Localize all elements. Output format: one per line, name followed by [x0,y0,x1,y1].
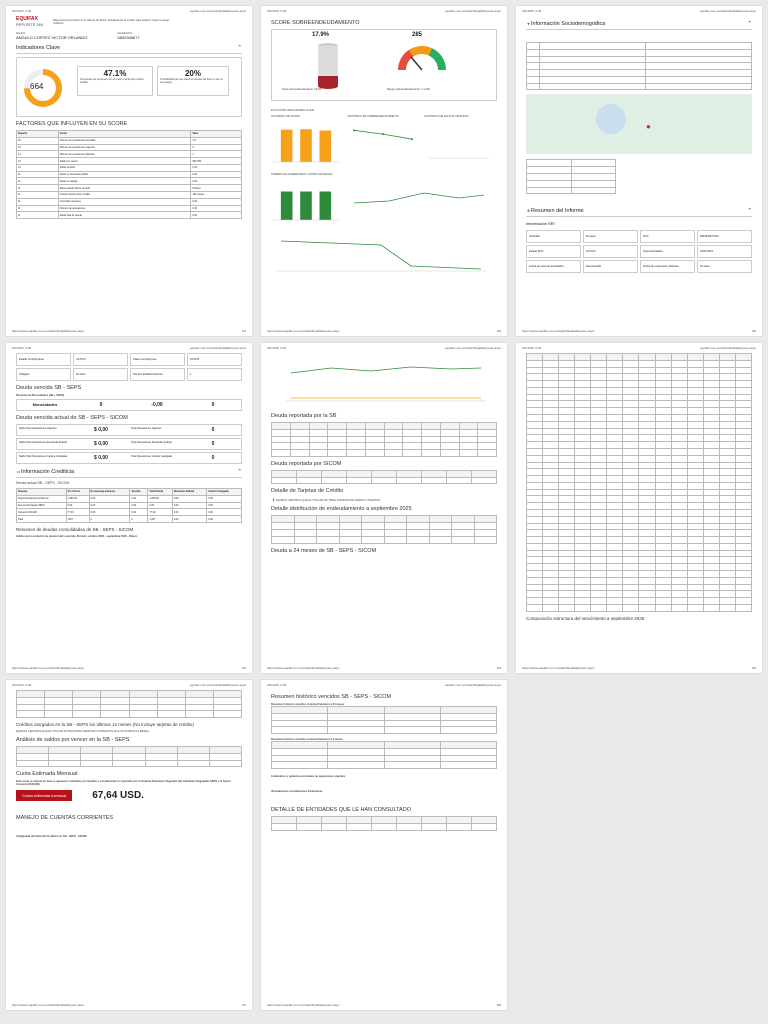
chart-overdue-title: HISTÓRICO DE SALDOS VENCIDOS [424,115,469,118]
point [353,129,355,131]
dollar-icon: $ [527,208,530,214]
antiguedad-title: Antigüedad del Historial Crediticio en SB - SEPS - SICOM [16,835,87,839]
pct-value-2: 20% [184,69,201,78]
cuota-label: Cuota estimada mensual [16,790,72,801]
sri-cell: Inicio Actividades [640,245,695,258]
chevron-up-icon[interactable]: ⌃ [747,21,752,27]
deuda-row: Total 1357 0 0 1,357 0.00 0.00 [17,516,242,523]
factor-row: 16 Número de operaciones vigentes 0 [17,144,242,151]
indicators-header[interactable] [16,43,242,54]
sociodemographic-header[interactable]: ⌖Información Sociodemográfica ⌃ [526,19,752,30]
id-label: Identificación [117,32,133,35]
report-page-3: 23/10/25, 0:30 equifax.com.ec/static/DetalleReporte.aspx ⌖Información Sociodemográfica ⌃ ● $Resumen del Informe ⌃ Información SRI Actividad No tiene RUC 0802946677001 Estado RUC ACTIVO Inicio Actividades 01/01/2019 Fecha de inicio de actividades Desconocida Fecha de suspensión definitiva No tiene https://www.equifax.com.ec/static/DetalleReporte.aspx 3/9 [516,6,762,336]
distribucion-title: Detalle distribución de endeudamiento a septiembre 2025 [271,506,412,513]
chart-score-title: HISTÓRICO DE SCORE [271,115,300,118]
factor-row: 12 Saldo vencido 0.00 [17,164,242,171]
overdebt-text-2: Rango sobreendeudamiento: 7 a 292 [387,88,430,91]
factor-row: 13 Saldo por vencer 590,780 [17,158,242,165]
socio-table [526,42,752,90]
chart-creditors-title: NÚMERO DE ACREEDORES Y MONTO DE DEUDA [271,173,333,176]
pct-card-1 [77,66,153,96]
historico-title: Resumen histórico vencidos SB - SEPS - SICOM [271,694,392,700]
analisis-table [16,746,242,767]
cuota-title: Cuota Estimada Mensual [16,771,78,778]
manejo-title: MANEJO DE CUENTAS CORRIENTES [16,815,114,822]
analisis-title: Análisis de saldos por vencer en la SB - SEPS [16,737,130,744]
equifax-logo: EQUIFAX [16,16,38,22]
debt-evolution-chart [271,353,491,408]
score-card [16,57,242,117]
print-date: 23/10/25, 0:30 [12,9,32,13]
deuda-24-title: Deuda a 24 meses de SB - SEPS - SICOM [271,547,377,554]
deuda-actual-sb: Deuda actual SB - SEPS - SICOM [16,481,70,485]
entity-table [16,690,242,718]
cuota-value: 67,64 USD. [92,790,144,802]
print-url: equifax.com.ec/static/DetalleReporte.aspx [189,9,246,13]
creditors-chart [271,176,341,226]
line-chart-3 [271,231,491,276]
hist-24-title: Resumen histórico vencidos sistema financiero a 24 meses [271,703,345,706]
money-row: Saldo Total Operaciones Vigentes $ 0,00 Total Operaciones Vigentes 0 [16,424,242,436]
monthly-table [526,353,752,612]
score-history-chart [271,118,341,168]
deuda-row: Comercio SICOM 77.00 0.00 0.00 77.00 0.00 0.00 [17,509,242,516]
overdebt-title: SCORE SOBREENDEUDAMIENTO [271,20,360,26]
entidades-title: DETALLE DE ENTIDADES QUE LE HAN CONSULTADO [271,807,411,814]
factor-row: 11 Consultas recientes 0.00 [17,198,242,205]
bar [300,129,312,162]
person-name: ANGULO CORTEZ VICTOR ORLANDO [16,35,88,40]
grafico-desc: Gráfico de la evolución de deuda total y vencida. Período: octubre 2023 - septiembre 2025 - Dinero [16,534,138,538]
summary-header[interactable]: $Resumen del Informe ⌃ [526,206,752,217]
chevron-up-icon[interactable]: ⌃ [237,469,242,475]
sri-cell: Fecha de suspensión definitiva [640,260,695,273]
overdebt-speedometer [397,45,447,75]
bar [320,130,332,162]
factor-row: 11 Saldo en castigo 0.00 [17,178,242,185]
sri-cell: No tiene [583,230,638,243]
notice-text: Mejoramos la precisión en el cálculo del Score. Actualizamos el modelo para predecir mejor tu riesgo crediticio. [53,18,170,25]
overdebt-text-1: Nivel sobreendeudamiento: 20.9% [282,88,322,91]
bar [281,192,293,221]
sicom-table [271,470,497,485]
hist-24-table [271,706,497,734]
report-page-8: 23/10/25, 0:30 equifax.com.ec/static/DetalleReporte.aspx Resumen histórico vencidos SB - SEPS - SICOM Resumen histórico vencidos sistema financiero a 24 meses Resumen histórico vencidos sistema financiero a 3 meses Codeudores y garantes personales de operaciones vigentes Vinculaciones a Instituciones Financieras DETALLE DE ENTIDADES QUE LE HAN CONSULTADO https://www.equifax.com.ec/static/DetalleReporte.aspx 8/9 [261,680,507,1010]
pct-desc-1: Porcentaje de personas con el mismo perfil que reciben crédito. [80,78,145,84]
no-tarjetas: ℹEQUIFAX CERTIFICA QUE EL TITULAR NO TIENE TARJETAS DE CRÉDITO VIGENTES. [272,497,381,503]
overdebt-card [271,29,497,101]
location-pin-icon: ⌖ [527,21,530,26]
factor-row: 11 Meses desde último vencido Positivo [17,185,242,192]
overdue-history-chart [424,118,494,168]
overdebt-history-chart [348,118,418,168]
card-icon: ▭ [16,469,21,474]
money-row: Saldo Total Operaciones Demanda Judicial $ 0,00 Total Operaciones Demanda Judicial 0 [16,438,242,450]
sri-cell: 01/01/2019 [697,245,752,258]
creditos-title: Créditos otorgados en la SB - SEPS los últimos 12 meses (No incluye tarjetas de crédito) [16,722,194,728]
sri-cell: Estado RUC [526,245,581,258]
sri-info-title: Información SRI [526,221,555,227]
pct-card-2 [157,66,229,96]
bar [300,192,312,221]
score-value: 664 [30,82,44,91]
chevron-up-icon[interactable]: ⌃ [237,45,242,51]
deuda-sb-title: Deuda reportada por la SB [271,413,337,419]
deuda-row: Economía Popular SEPS 0.00 0.00 0.00 0.00 0.00 0.00 [17,502,242,509]
phones-table [526,159,616,194]
morosidades-row: Morosidades 0 -0,00 0 [16,399,242,411]
overdebt-pct: 17.9% [312,32,330,38]
evolution-title: EVOLUCIÓN INDICADORES CLAVE [271,109,315,112]
bar [320,192,332,221]
report-page-5: 23/10/25, 0:30 equifax.com.ec/static/DetalleReporte.aspx Deuda reportada por la SB Deuda reportada por SICOM Detalle de Tarjetas de Crédito ℹEQUIFAX CERTIFICA QUE EL TITULAR NO TIENE TARJETAS DE CRÉDITO VIGENTES. Detalle distribución de endeudamiento a septiembre 2025 Deuda a 24 meses de SB - SEPS - SICOM https://www.equifax.com.ec/static/DetalleReporte.aspx 5/9 [261,343,507,673]
section-title: Indicadores Clave [16,45,61,51]
no-creditos: EQUIFAX CERTIFICA QUE EL TITULAR NO REGISTRA CRÉDITOS OTORGADOS EN LOS ÚLTIMOS 12 MESES. [16,730,150,734]
factor-row: 11 Número de operaciones 0.00 [17,205,242,212]
resumen-morosidades: Resumen de Morosidades (SB + SEPS) [16,394,65,397]
point [411,138,413,140]
deuda-table: Sistema Por Vencer No devenga intereses Vencido Total Deuda Demanda Judicial Cartera Castigada Superintendencia de Bancos 1,280.00 0.00 0.00 1,280.00 0.00 0.00 Economía Popular SEPS 0.00 0.00 0.00 0.00 0.00 0.00 Comercio SICOM 77.00 0.00 0.00 77.00 0.00 0.00 Total 1357 0 0 1,357 0.00 0.00 [16,488,242,523]
deuda-sicom-title: Deuda reportada por SICOM [271,460,342,467]
report-page-7: 23/10/25, 0:30 equifax.com.ec/static/DetalleReporte.aspx Créditos otorgados en la SB - SEPS los últimos 12 meses (No incluye tarjetas de crédito) EQUIFAX CERTIFICA QUE EL TITULAR NO REGISTRA CRÉDITOS OTORGADOS EN LOS ÚLTIMOS 12 MESES. Análisis de saldos por vencer en la SB - SEPS Cuota Estimada Mensual Esta cuota se calcula en base a supuestos realizados por Equifax y considerando lo reportado por el Sistema Financiero Regulado SB, Entidades Reguladas SEPS y el Sector Comercial (SICOM). Cuota estimada mensual 67,64 USD. MANEJO DE CUENTAS CORRIENTES Antigüedad del Historial Crediticio en SB - SEPS - SICOM https://www.equifax.com.ec/static/DetalleReporte.aspx 7/9 [6,680,252,1010]
info-crediticia-header[interactable]: ▭Información Crediticia ⌃ [16,467,242,478]
deuda-vencida-title: Deuda vencida SB - SEPS [16,385,82,391]
name-label: Nombre [16,32,26,35]
person-id: 0802946677 [117,35,140,40]
product-name: REPORTE 360 [16,22,44,27]
factor-row: 11 Saldo total de deuda 0.00 [17,212,242,219]
report-page-6: 23/10/25, 0:30 equifax.com.ec/static/DetalleReporte.aspx Composición estructura del vencimiento a septiembre 2025 https://www.equifax.com.ec/static/DetalleReporte.aspx 6/9 [516,343,762,673]
factors-title: FACTORES QUE INFLUYEN EN SU SCORE [16,121,128,127]
hist-3-table [271,741,497,769]
contrib-grid: Estado Contribuyente ACTIVO Clase Contribuyente OTROS Obligado No tiene Número Establecimientos 1 [16,353,242,381]
distribucion-table [271,515,497,543]
info-icon: ℹ [272,497,275,503]
deuda-actual-title: Deuda vencida actual de SB - SEPS - SICOM [16,415,128,421]
factors-table: Impacto Factor Valor 20 Número de operaciones vencidas 1.0 16 Número de operaciones vigentes 0 14 Número de operaciones abiertas 1 13 Saldo por vencer 590,780 12 Saldo vencido 0.00 11 Saldo en demanda judicial 0.00 11 Saldo en castigo 0.00 11 Meses desde último vencido Positivo 11 Tiempo desde primer crédito 108 meses 11 Consultas recientes 0.00 11 Número de operaciones 0.00 11 Saldo total de deuda 0.00 [16,130,242,219]
factor-row: 20 Número de operaciones vencidas 1.0 [17,137,242,144]
map-pin-icon: ● [646,122,651,132]
sri-cell: ACTIVO [583,245,638,258]
deuda-row: Superintendencia de Bancos 1,280.00 0.00 0.00 1,280.00 0.00 0.00 [17,495,242,502]
bar [281,130,293,162]
vinculaciones-title: Vinculaciones a Instituciones Financieras [271,790,323,794]
entidades-table [271,816,497,831]
chevron-up-icon[interactable]: ⌃ [747,208,752,215]
sb-debt-table [271,422,497,457]
chart-overdebt-title: HISTÓRICO DE SOBREENDEUDAMIENTO [347,115,399,118]
report-page-4: 23/10/25, 0:30 equifax.com.ec/static/DetalleReporte.aspx Estado Contribuyente ACTIVO Clase Contribuyente OTROS Obligado No tiene Número Establecimientos 1 Deuda vencida SB - SEPS Resumen de Morosidades (SB + SEPS) Morosidades 0 -0,00 0 Deuda vencida actual de SB - SEPS - SICOM Saldo Total Operaciones Vigentes $ 0,00 Total Operaciones Vigentes 0 Saldo Total Operaciones Demanda Judicial $ 0,00 Total Operaciones Demanda Judicial 0 Saldo Total Operaciones Cartera Castigada $ 0,00 Total Operaciones Cartera Castigada 0 ▭Información Crediticia ⌃ Deuda actual SB - SEPS - SICOM Sistema Por Vencer No devenga intereses Vencido Total Deuda Demanda Judicial Cartera Castigada Superintendencia de Bancos 1,280.00 0.00 0.00 1,280.00 0.00 0.00 Economía Popular SEPS 0.00 0.00 0.00 0.00 0.00 0.00 Comercio SICOM 77.00 0.00 0.00 77.00 0.00 0.00 Total 1357 0 0 1,357 0.00 0.00 Resumen de deudas consolidadas de SB - SEPS - SICOM Gráfico de la evolución de deuda total y vencida. Período: octubre 2023 - septiembre 2025 - Dinero https://www.equifax.com.ec/static/DetalleReporte.aspx 4/9 [6,343,252,673]
sri-cell: 0802946677001 [697,230,752,243]
sri-grid [526,230,752,273]
tarjetas-title: Detalle de Tarjetas de Crédito [271,488,344,495]
sri-cell: No tiene [697,260,752,273]
pct-value-1: 47.1% [103,69,127,78]
sri-cell: RUC [640,230,695,243]
overdebt-cylinder [316,42,340,92]
line-chart-2 [349,173,489,223]
sri-cell: Fecha de inicio de actividades [526,260,581,273]
point [382,133,384,135]
factor-row: 14 Número de operaciones abiertas 1 [17,151,242,158]
sri-cell: Actividad [526,230,581,243]
report-page-1: 23/10/25, 0:30 equifax.com.ec/static/DetalleReporte.aspx EQUIFAX REPORTE 360 Mejoramos la precisión en el cálculo del Score. Actualizamos el modelo para predecir mejor tu riesgo crediticio. Nombre ANGULO CORTEZ VICTOR ORLANDO Identificación 0802946677 Indicadores Clave ⌃ 664 47.1% Porcentaje de personas con el mismo perfil que reciben crédito. 20% Probabilidad de que usted se retrase 60 días o más en sus pagos. FACTORES QUE INFLUYEN EN SU SCORE Impacto Factor Valor 20 Número de operaciones vencidas 1.0 16 Número de operaciones vigentes 0 14 Número de operaciones abiertas 1 13 Saldo por vencer 590,780 12 Saldo vencido 0.00 11 Saldo en demanda judicial 0.00 11 Saldo en castigo 0.00 11 Meses desde último vencido Positivo 11 Tiempo desde primer crédito 108 meses 11 Consultas recientes 0.00 11 Número de operaciones 0.00 11 Saldo total de deuda 0.00 https://www.equifax.com.ec/static/DetalleReporte.aspx 1/9 [6,6,252,336]
factor-row: 11 Tiempo desde primer crédito 108 meses [17,192,242,199]
codeudores-title: Codeudores y garantes personales de operaciones vigentes [271,775,346,779]
overdebt-score: 285 [412,32,423,38]
factor-row: 11 Saldo en demanda judicial 0.00 [17,171,242,178]
map[interactable] [526,94,752,154]
resumen-deudas: Resumen de deudas consolidadas de SB - SEPS - SICOM [16,526,134,532]
money-row: Saldo Total Operaciones Cartera Castigada $ 0,00 Total Operaciones Cartera Castigada 0 [16,452,242,464]
report-page-2: 23/10/25, 0:30 equifax.com.ec/static/DetalleReporte.aspx SCORE SOBREENDEUDAMIENTO 17.9% 285 Nivel sobreendeudamiento: 20.9% Rango sobreendeudamiento: 7 a 292 EVOLUCIÓN INDICADORES CLAVE HISTÓRICO DE SCORE HISTÓRICO DE SOBREENDEUDAMIENTO HISTÓRICO DE SALDOS VENCIDOS NÚMERO DE ACREEDORES Y MONTO DE DEUDA https://www.equifax.com.ec/static/DetalleReporte.aspx 2/9 [261,6,507,336]
hist-3-title: Resumen histórico vencidos sistema financiero a 3 meses [271,738,343,742]
cuota-desc: Esta cuota se calcula en base a supuestos realizados por Equifax y considerando lo reportado por el Sistema Financiero Regulado SB, Entidades Reguladas SEPS y el Sector Comercial (SICOM). [16,780,231,787]
sri-cell: Desconocida [583,260,638,273]
pct-desc-2: Probabilidad de que usted se retrase 60 días o más en sus pagos. [160,78,224,84]
composicion-title: Composición estructura del vencimiento a septiembre 2025 [526,615,645,621]
